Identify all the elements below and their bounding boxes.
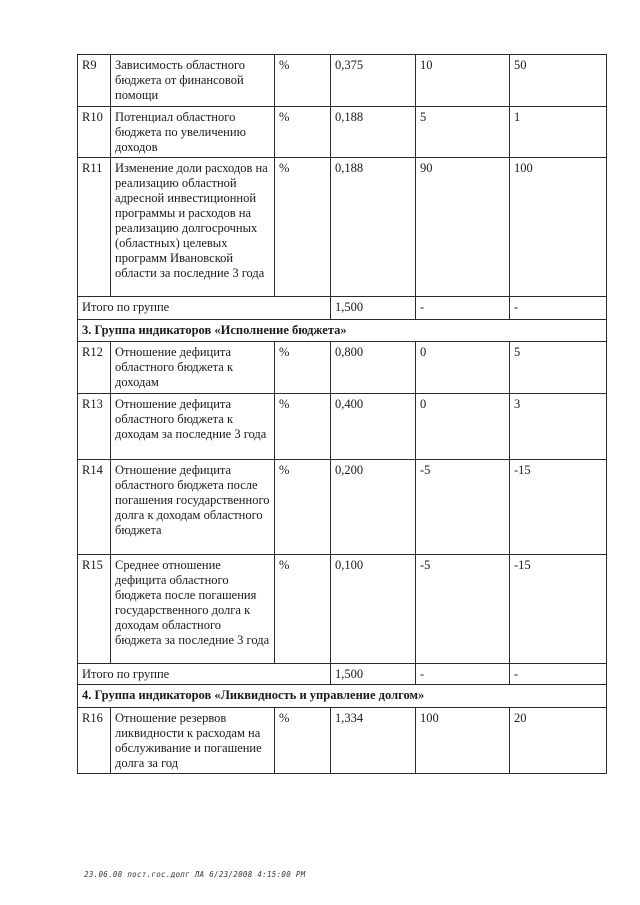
indicator-code-cell: R9 — [78, 55, 111, 107]
value-1-cell: -5 — [416, 460, 510, 555]
unit-cell: % — [275, 555, 331, 664]
group-total-value-2: - — [510, 297, 607, 320]
value-2-cell: -15 — [510, 555, 607, 664]
unit-cell: % — [275, 158, 331, 297]
value-2-cell: 1 — [510, 107, 607, 158]
group-total-value-1: - — [416, 297, 510, 320]
indicator-name-cell: Среднее отношение дефицита областного бюджета после погашения государственного долга к доходам областного бюджета за последние 3 года — [111, 555, 275, 664]
indicator-code-cell: R10 — [78, 107, 111, 158]
unit-cell: % — [275, 342, 331, 394]
group-total-label: Итого по группе — [78, 664, 331, 685]
indicator-table-body — [78, 55, 607, 774]
table-row — [78, 107, 607, 158]
indicator-code-cell: R12 — [78, 342, 111, 394]
unit-cell: % — [275, 394, 331, 460]
value-1-cell: 90 — [416, 158, 510, 297]
table-row — [78, 158, 607, 297]
weight-cell: 0,100 — [331, 555, 416, 664]
group-header-row — [78, 685, 607, 708]
unit-cell: % — [275, 460, 331, 555]
group-header-row — [78, 320, 607, 342]
unit-cell: % — [275, 708, 331, 774]
group-total-weight: 1,500 — [331, 664, 416, 685]
value-1-cell: -5 — [416, 555, 510, 664]
indicator-name-cell: Отношение дефицита областного бюджета к доходам — [111, 342, 275, 394]
indicator-name-cell: Отношение резервов ликвидности к расходам на обслуживание и погашение долга за год — [111, 708, 275, 774]
group-title: 3. Группа индикаторов «Исполнение бюджета» — [78, 320, 607, 342]
group-total-row — [78, 297, 607, 320]
weight-cell: 1,334 — [331, 708, 416, 774]
document-footer: 23.06.08 пост.гос.долг ЛА 6/23/2008 4:15:00 PM — [84, 870, 306, 879]
group-title: 4. Группа индикаторов «Ликвидность и управление долгом» — [78, 685, 607, 708]
group-total-value-2: - — [510, 664, 607, 685]
group-total-value-1: - — [416, 664, 510, 685]
indicator-table — [77, 54, 607, 774]
indicator-code-cell: R13 — [78, 394, 111, 460]
value-2-cell: -15 — [510, 460, 607, 555]
indicator-name-cell: Отношение дефицита областного бюджета к доходам за последние 3 года — [111, 394, 275, 460]
value-2-cell: 20 — [510, 708, 607, 774]
unit-cell: % — [275, 107, 331, 158]
value-2-cell: 50 — [510, 55, 607, 107]
indicator-code-cell: R15 — [78, 555, 111, 664]
indicator-name-cell: Потенциал областного бюджета по увеличению доходов — [111, 107, 275, 158]
table-row — [78, 55, 607, 107]
weight-cell: 0,800 — [331, 342, 416, 394]
value-1-cell: 0 — [416, 342, 510, 394]
group-total-weight: 1,500 — [331, 297, 416, 320]
indicator-code-cell: R11 — [78, 158, 111, 297]
indicator-name-cell: Зависимость областного бюджета от финансовой помощи — [111, 55, 275, 107]
indicator-name-cell: Отношение дефицита областного бюджета после погашения государственного долга к доходам областного бюджета — [111, 460, 275, 555]
value-2-cell: 100 — [510, 158, 607, 297]
weight-cell: 0,188 — [331, 107, 416, 158]
table-row — [78, 555, 607, 664]
value-1-cell: 0 — [416, 394, 510, 460]
table-row — [78, 394, 607, 460]
indicator-code-cell: R14 — [78, 460, 111, 555]
indicator-code-cell: R16 — [78, 708, 111, 774]
value-2-cell: 3 — [510, 394, 607, 460]
value-2-cell: 5 — [510, 342, 607, 394]
value-1-cell: 5 — [416, 107, 510, 158]
value-1-cell: 100 — [416, 708, 510, 774]
table-row — [78, 342, 607, 394]
indicator-name-cell: Изменение доли расходов на реализацию областной адресной инвестиционной программы и расходов на реализацию долгосрочных (областных) целевых программ Ивановской области за последние 3 года — [111, 158, 275, 297]
weight-cell: 0,375 — [331, 55, 416, 107]
weight-cell: 0,400 — [331, 394, 416, 460]
unit-cell: % — [275, 55, 331, 107]
weight-cell: 0,200 — [331, 460, 416, 555]
group-total-label: Итого по группе — [78, 297, 331, 320]
group-total-row — [78, 664, 607, 685]
table-row — [78, 460, 607, 555]
value-1-cell: 10 — [416, 55, 510, 107]
weight-cell: 0,188 — [331, 158, 416, 297]
table-row — [78, 708, 607, 774]
